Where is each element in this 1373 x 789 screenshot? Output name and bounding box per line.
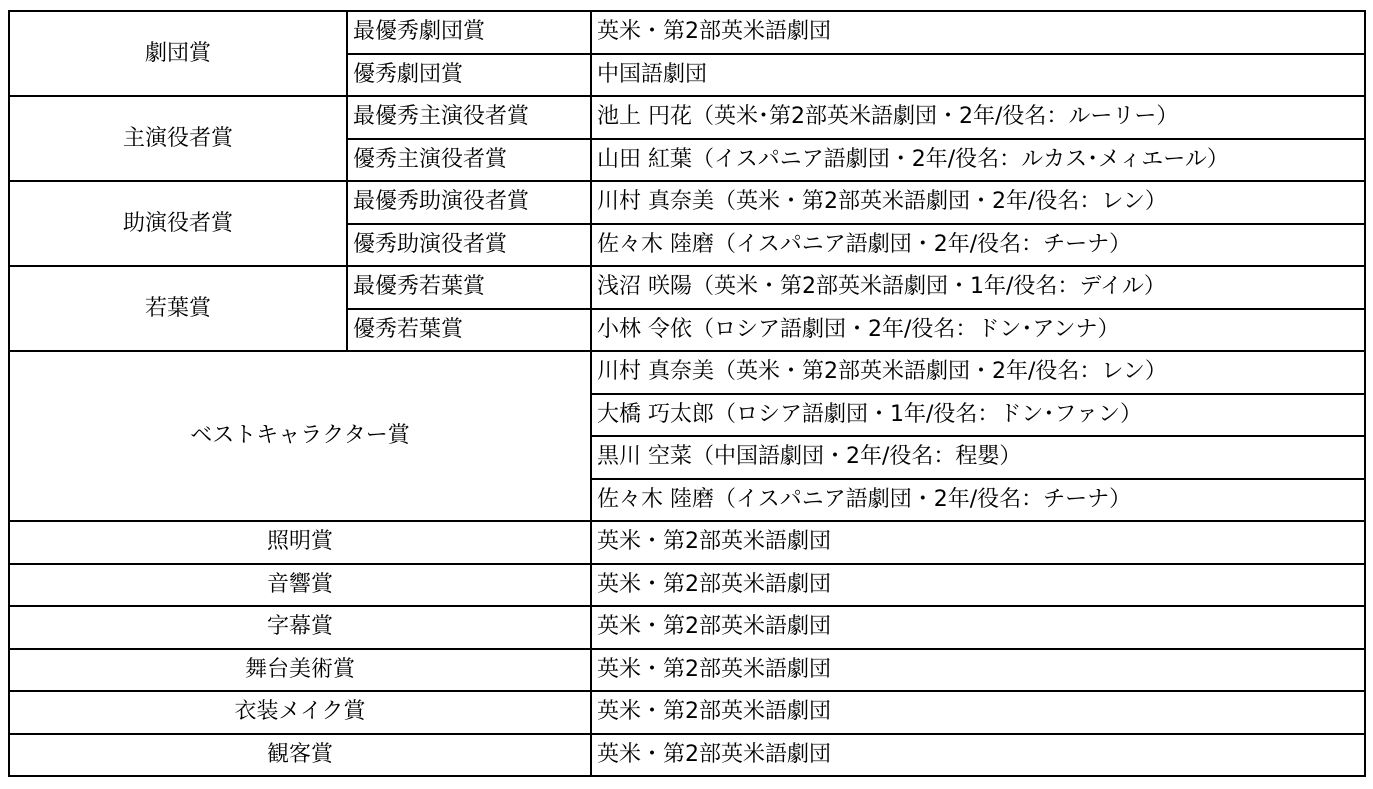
award-category-lead-actor: 主演役者賞 bbox=[9, 96, 347, 181]
award-category-lighting: 照明賞 bbox=[9, 521, 591, 564]
award-category-troupe: 劇団賞 bbox=[9, 11, 347, 96]
table-row bbox=[9, 181, 1365, 224]
award-winner: 英米・第2部英米語劇団 bbox=[591, 606, 1365, 649]
table-row bbox=[9, 11, 1365, 54]
award-winner: 川村 真奈美（英米・第2部英米語劇団・2年/役名：レン） bbox=[591, 351, 1365, 394]
award-category-costume-makeup: 衣装メイク賞 bbox=[9, 691, 591, 734]
award-category-best-character: ベストキャラクター賞 bbox=[9, 351, 591, 521]
award-winner: 英米・第2部英米語劇団 bbox=[591, 11, 1365, 54]
table-row bbox=[9, 96, 1365, 139]
award-category-audience: 観客賞 bbox=[9, 734, 591, 777]
award-subcategory: 最優秀若葉賞 bbox=[347, 266, 591, 309]
award-winner: 英米・第2部英米語劇団 bbox=[591, 564, 1365, 607]
table-row bbox=[9, 649, 1365, 692]
award-subcategory: 最優秀助演役者賞 bbox=[347, 181, 591, 224]
table-row bbox=[9, 606, 1365, 649]
award-winner: 川村 真奈美（英米・第2部英米語劇団・2年/役名：レン） bbox=[591, 181, 1365, 224]
award-winner: 池上 円花（英米･第2部英米語劇団・2年/役名：ルーリー） bbox=[591, 96, 1365, 139]
award-subcategory: 優秀若葉賞 bbox=[347, 309, 591, 352]
award-winner: 佐々木 陸磨（イスパニア語劇団・2年/役名：チーナ） bbox=[591, 224, 1365, 267]
award-winner: 小林 令依（ロシア語劇団・2年/役名：ドン･アンナ） bbox=[591, 309, 1365, 352]
table-row bbox=[9, 691, 1365, 734]
award-winner: 英米・第2部英米語劇団 bbox=[591, 649, 1365, 692]
table-row bbox=[9, 351, 1365, 394]
award-winner: 英米・第2部英米語劇団 bbox=[591, 734, 1365, 777]
award-winner: 佐々木 陸磨（イスパニア語劇団・2年/役名：チーナ） bbox=[591, 479, 1365, 522]
award-category-wakaba: 若葉賞 bbox=[9, 266, 347, 351]
award-winner: 英米・第2部英米語劇団 bbox=[591, 691, 1365, 734]
award-category-supporting-actor: 助演役者賞 bbox=[9, 181, 347, 266]
award-winner: 中国語劇団 bbox=[591, 54, 1365, 97]
award-subcategory: 最優秀劇団賞 bbox=[347, 11, 591, 54]
award-subcategory: 優秀主演役者賞 bbox=[347, 139, 591, 182]
award-subcategory: 優秀劇団賞 bbox=[347, 54, 591, 97]
award-winner: 大橋 巧太郎（ロシア語劇団・1年/役名：ドン･ファン） bbox=[591, 394, 1365, 437]
award-category-subtitles: 字幕賞 bbox=[9, 606, 591, 649]
award-winner: 英米・第2部英米語劇団 bbox=[591, 521, 1365, 564]
award-category-sound: 音響賞 bbox=[9, 564, 591, 607]
table-row bbox=[9, 266, 1365, 309]
award-category-stage-art: 舞台美術賞 bbox=[9, 649, 591, 692]
awards-table bbox=[8, 10, 1366, 777]
award-winner: 山田 紅葉（イスパニア語劇団・2年/役名：ルカス･メィエール） bbox=[591, 139, 1365, 182]
award-subcategory: 優秀助演役者賞 bbox=[347, 224, 591, 267]
award-winner: 浅沼 咲陽（英米・第2部英米語劇団・1年/役名：デイル） bbox=[591, 266, 1365, 309]
table-row bbox=[9, 521, 1365, 564]
award-subcategory: 最優秀主演役者賞 bbox=[347, 96, 591, 139]
award-winner: 黒川 空菜（中国語劇団・2年/役名：程嬰） bbox=[591, 436, 1365, 479]
table-row bbox=[9, 734, 1365, 777]
table-row bbox=[9, 564, 1365, 607]
